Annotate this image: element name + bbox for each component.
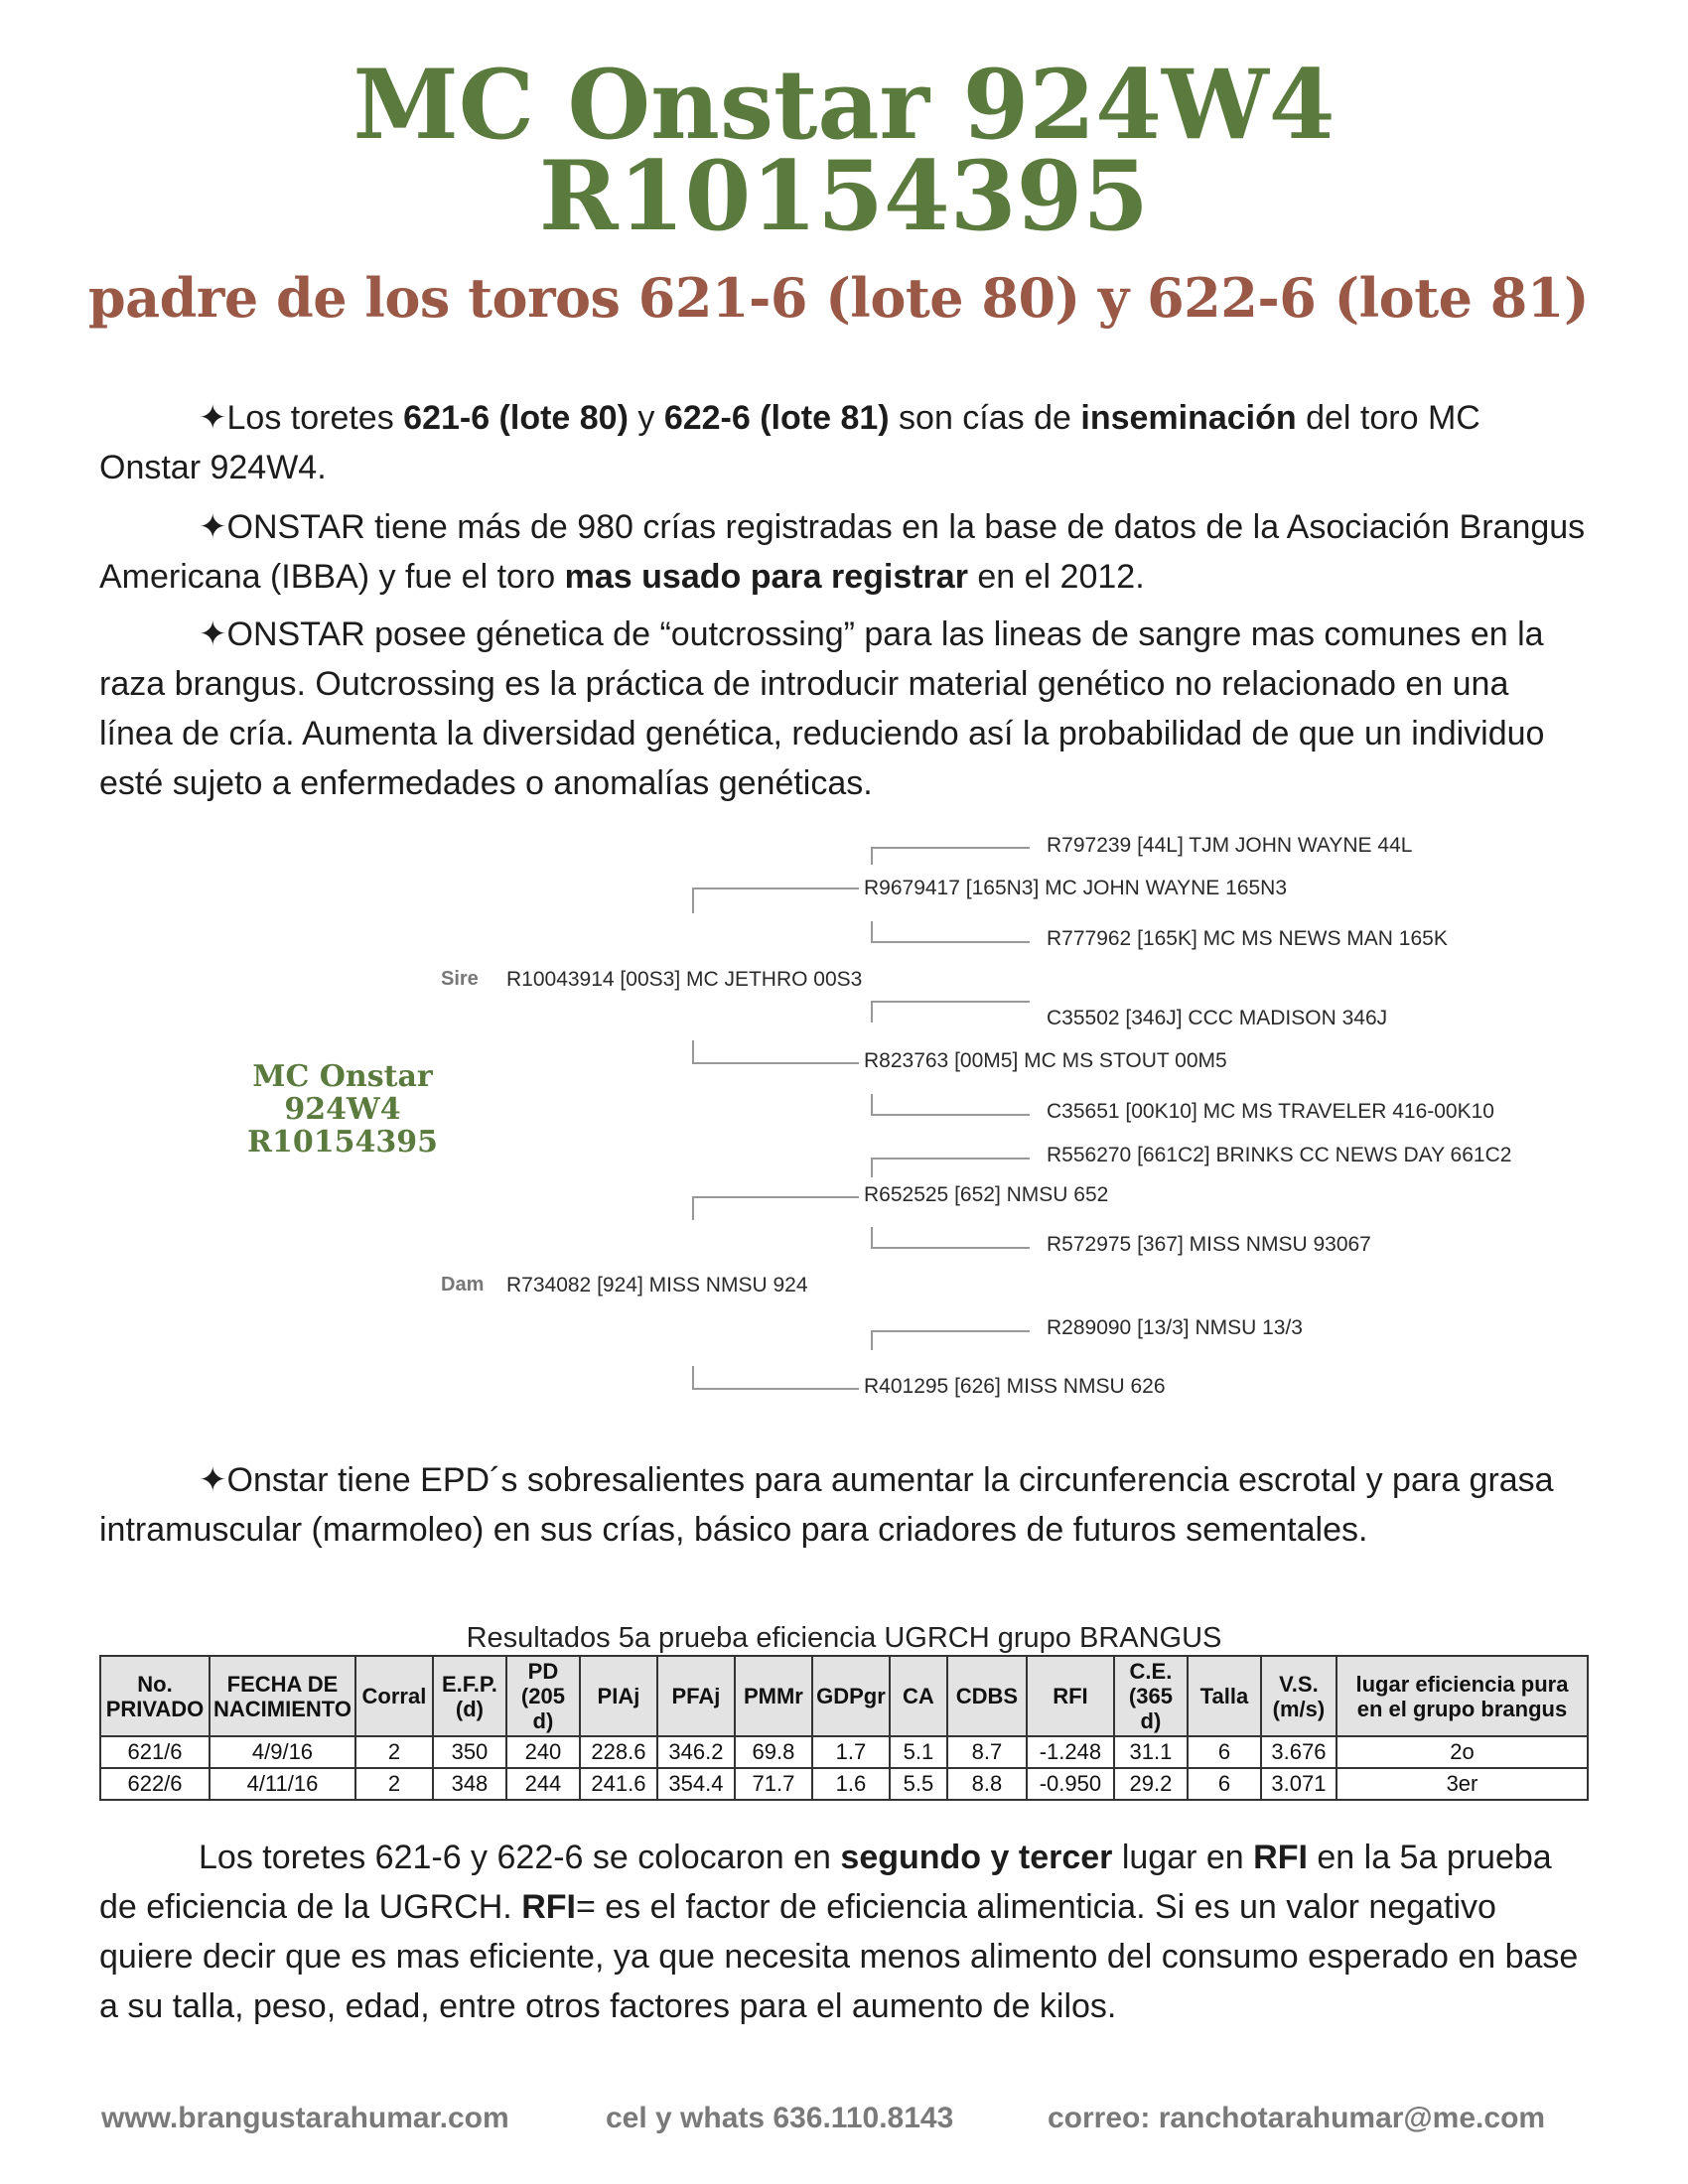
pedigree-sire-sire-dam: R777962 [165K] MC MS NEWS MAN 165K: [1047, 927, 1448, 950]
star-icon: ✦: [199, 508, 227, 546]
pedigree-sire-sire: R9679417 [165N3] MC JOHN WAYNE 165N3: [864, 877, 1288, 899]
pedigree-sire-sire-sire: R797239 [44L] TJM JOHN WAYNE 44L: [1047, 834, 1413, 857]
results-table: [99, 1655, 1589, 1801]
col-fecha: FECHA DE NACIMIENTO: [210, 1656, 355, 1736]
col-ce: C.E. (365 d): [1114, 1656, 1188, 1736]
table-caption: Resultados 5a prueba eficiencia UGRCH grupo BRANGUS: [466, 1622, 1222, 1654]
paragraph-registrations: ✦ONSTAR tiene más de 980 crías registradas en la base de datos de la Asociación Brangus Americana (IBBA) y fue el toro mas usado para registrar en el 2012.: [99, 508, 1586, 596]
pedigree-chart: [0, 824, 1688, 1400]
col-gdpgr: GDPgr: [812, 1656, 890, 1736]
paragraph-insemination: ✦Los toretes 621-6 (lote 80) y 622-6 (lote 81) son cías de inseminación del toro MC Onstar 924W4.: [99, 399, 1480, 486]
col-ca: CA: [890, 1656, 947, 1736]
sire-name: R10043914 [00S3] MC JETHRO 00S3: [506, 968, 863, 991]
col-no-privado: No. PRIVADO: [100, 1656, 210, 1736]
col-pd: PD (205 d): [506, 1656, 580, 1736]
col-rfi: RFI: [1027, 1656, 1114, 1736]
col-talla: Talla: [1188, 1656, 1261, 1736]
table-row: 622/6 4/11/16 2 348 244 241.6 354.4 71.7 1.6 5.5 8.8 -0.950 29.2 6 3.071 3er: [100, 1768, 1588, 1800]
footer: [0, 2102, 1688, 2141]
pedigree-sire-dam-dam: C35651 [00K10] MC MS TRAVELER 416-00K10: [1047, 1100, 1494, 1123]
table-header-row: [100, 1656, 1588, 1736]
page-title-line2: R10154395: [538, 140, 1150, 252]
page-subtitle: padre de los toros 621-6 (lote 80) y 622-6 (lote 81): [87, 266, 1589, 330]
footer-phone: cel y whats 636.110.8143: [606, 2102, 954, 2134]
pedigree-dam-dam: R401295 [626] MISS NMSU 626: [864, 1375, 1166, 1398]
pedigree-sire-dam: R823763 [00M5] MC MS STOUT 00M5: [864, 1049, 1227, 1072]
star-icon: ✦: [199, 399, 227, 437]
col-corral: Corral: [355, 1656, 433, 1736]
paragraph-outcrossing: ✦ONSTAR posee génetica de “outcrossing” para las lineas de sangre mas comunes en la raza brangus. Outcrossing es la práctica de introducir material genético no relacionado en una línea de cría. Aumenta la diversidad genética, reduciendo así la probabilidad de que un individuo esté sujeto a enfermedades o anomalías genéticas.: [99, 615, 1545, 802]
pedigree-dam-sire-sire: R556270 [661C2] BRINKS CC NEWS DAY 661C2: [1047, 1144, 1512, 1166]
dam-label: Dam: [441, 1274, 485, 1296]
footer-email[interactable]: correo: ranchotarahumar@me.com: [1048, 2102, 1546, 2134]
page-title-line1: MC Onstar 924W4: [352, 49, 1336, 161]
star-icon: ✦: [199, 615, 227, 653]
paragraph-rfi: Los toretes 621-6 y 622-6 se colocaron en segundo y tercer lugar en RFI en la 5a prueba de eficiencia de la UGRCH. RFI= es el factor de eficiencia alimenticia. Si es un valor negativo quiere decir que es mas eficiente, ya que necesita menos alimento del consumo esperado en base a su talla, peso, edad, entre otros factores para el aumento de kilos.: [99, 1839, 1579, 2025]
col-pmmr: PMMr: [735, 1656, 812, 1736]
pedigree-dam-sire-dam: R572975 [367] MISS NMSU 93067: [1047, 1233, 1371, 1256]
pedigree-animal-name: MC Onstar 924W4 R10154395: [247, 1059, 438, 1160]
col-pfaj: PFAj: [657, 1656, 735, 1736]
col-cdbs: CDBS: [947, 1656, 1027, 1736]
star-icon: ✦: [199, 1461, 227, 1499]
pedigree-sire-dam-sire: C35502 [346J] CCC MADISON 346J: [1047, 1007, 1388, 1029]
footer-website[interactable]: www.brangustarahumar.com: [101, 2102, 509, 2134]
col-piaj: PIAj: [580, 1656, 657, 1736]
table-row: 621/6 4/9/16 2 350 240 228.6 346.2 69.8 1.7 5.1 8.7 -1.248 31.1 6 3.676 2o: [100, 1736, 1588, 1768]
paragraph-epd: ✦Onstar tiene EPD´s sobresalientes para aumentar la circunferencia escrotal y para grasa intramuscular (marmoleo) en sus crías, básico para criadores de futuros sementales.: [99, 1461, 1554, 1549]
dam-name: R734082 [924] MISS NMSU 924: [506, 1274, 808, 1297]
pedigree-dam-sire: R652525 [652] NMSU 652: [864, 1183, 1109, 1206]
col-lugar: lugar eficiencia pura en el grupo brangus: [1336, 1656, 1588, 1736]
sire-label: Sire: [441, 968, 479, 990]
col-efp: E.F.P. (d): [433, 1656, 506, 1736]
pedigree-dam-dam-sire: R289090 [13/3] NMSU 13/3: [1047, 1316, 1303, 1339]
col-vs: V.S. (m/s): [1261, 1656, 1336, 1736]
